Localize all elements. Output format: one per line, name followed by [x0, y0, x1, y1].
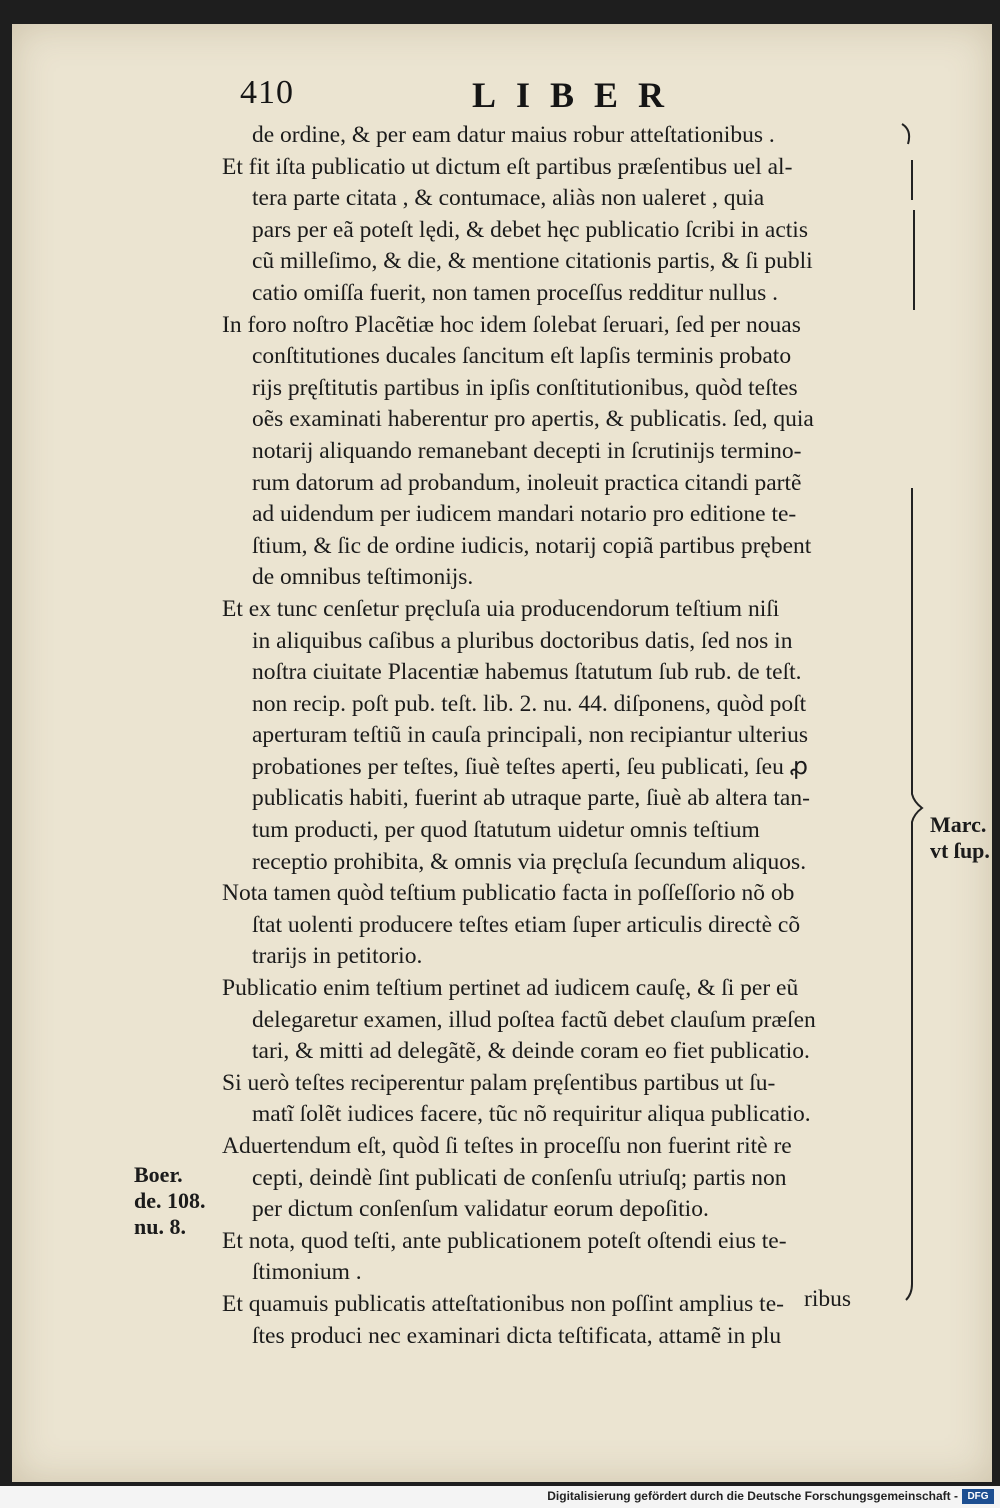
- text-line: Et nota, quod teſti, ante publicationem poteſt oſtendi eius te-: [222, 1227, 787, 1254]
- text-line: non recip. poſt pub. teſt. lib. 2. nu. 44. diſponens, quòd poſt: [252, 690, 807, 717]
- text-line: publicatis habiti, fuerint ab utraque parte, ſiuè ab altera tan-: [252, 785, 810, 812]
- text-line: conſtitutiones ducales ſancitum eſt lapſis terminis probato: [252, 343, 792, 370]
- margin-note-line: nu. 8.: [134, 1214, 186, 1239]
- text-line: matĩ ſolẽt iudices facere, tũc nõ requiritur aliqua publicatio.: [252, 1101, 811, 1128]
- text-line: rum datorum ad probandum, inoleuit practica citandi partẽ: [252, 469, 802, 496]
- text-line: pars per eã poteſt lędi, & debet hęc publicatio ſcribi in actis: [252, 216, 808, 243]
- text-line: Et quamuis publicatis atteſtationibus non poſſint amplius te-: [222, 1290, 784, 1317]
- text-line: receptio prohibita, & omnis via pręcluſa ſecundum aliquos.: [252, 848, 807, 875]
- footer-credit: Digitalisierung gefördert durch die Deutsche Forschungsgemeinschaft -: [547, 1489, 958, 1503]
- text-line: cepti, deindè ſint publicati de conſenſu utriuſq; partis non: [252, 1164, 787, 1191]
- page-number: 410: [240, 74, 294, 111]
- margin-note-boer: [134, 1162, 206, 1240]
- dfg-logo-icon: DFG: [962, 1489, 994, 1504]
- text-line: cũ milleſimo, & die, & mentione citationis partis, & ſi publi: [252, 248, 813, 275]
- text-line: per dictum conſenſum validatur eorum depoſitio.: [252, 1196, 709, 1223]
- footer-bar: [0, 1486, 1000, 1508]
- margin-bracket-lower: [900, 484, 930, 1304]
- text-line: tum producti, per quod ſtatutum uidetur omnis teſtium: [252, 817, 760, 844]
- margin-bracket-upper: [898, 120, 928, 320]
- margin-note-marc: [930, 812, 990, 864]
- text-line: ſtat uolenti producere teſtes etiam ſuper articulis directè cõ: [252, 911, 801, 938]
- text-line: oẽs examinati haberentur pro apertis, & publicatis. ſed, quia: [252, 406, 814, 433]
- text-line: ſtium, & ſic de ordine iudicis, notarij copiã partibus prębent: [252, 532, 812, 559]
- text-line: Et fit iſta publicatio ut dictum eſt partibus præſentibus uel al-: [222, 153, 793, 180]
- text-line: aperturam teſtiũ in cauſa principali, non recipiantur ulterius: [252, 722, 808, 749]
- text-line: Publicatio enim teſtium pertinet ad iudicem cauſę, & ſi per eũ: [222, 975, 799, 1002]
- text-line: probationes per teſtes, ſiuè teſtes aperti, ſeu publicati, ſeu ꝓ: [252, 753, 808, 780]
- text-line: Aduertendum eſt, quòd ſi teſtes in proceſſu non fuerint ritè re: [222, 1133, 792, 1159]
- main-text-block: [222, 120, 912, 1352]
- text-line: tari, & mitti ad delegãtẽ, & deinde coram eo fiet publicatio.: [252, 1038, 810, 1065]
- text-line: in aliquibus caſibus a pluribus doctoribus datis, ſed nos in: [252, 627, 793, 654]
- page-header: [12, 74, 992, 124]
- text-line: Nota tamen quòd teſtium publicatio facta in poſſeſſorio nõ ob: [222, 880, 795, 907]
- text-line: Et ex tunc cenſetur pręcluſa uia producendorum teſtium niſi: [222, 595, 780, 622]
- catchword: ribus: [804, 1286, 851, 1312]
- text-line: ad uidendum per iudicem mandari notario pro editione te-: [252, 501, 797, 528]
- text-line: Si uerò teſtes reciperentur palam pręſentibus partibus ut ſu-: [222, 1069, 776, 1096]
- text-line: noſtra ciuitate Placentiæ habemus ſtatutum ſub rub. de teſt.: [252, 659, 802, 686]
- text-line: de omnibus teſtimonijs.: [252, 564, 474, 591]
- text-line: rijs pręſtitutis partibus in ipſis conſtitutionibus, quòd teſtes: [252, 374, 798, 401]
- text-line: ſtes produci nec examinari dicta teſtificata, attamẽ in plu: [252, 1322, 782, 1349]
- book-page: [12, 24, 992, 1482]
- text-line: tera parte citata , & contumace, aliàs non ualeret , quia: [252, 185, 765, 212]
- margin-note-line: Boer.: [134, 1162, 183, 1187]
- text-line: de ordine, & per eam datur maius robur atteſtationibus .: [252, 122, 775, 148]
- text-line: trarijs in petitorio.: [252, 943, 423, 970]
- margin-note-line: de. 108.: [134, 1188, 206, 1213]
- text-line: catio omiſſa fuerit, non tamen proceſſus redditur nullus .: [252, 279, 779, 306]
- text-line: delegaretur examen, illud poſtea factũ debet clauſum præſen: [252, 1006, 816, 1033]
- margin-note-line: Marc.: [930, 812, 987, 837]
- text-line: In foro noſtro Placẽtiæ hoc idem ſolebat ſeruari, ſed per nouas: [222, 311, 801, 338]
- text-line: notarij aliquando remanebant decepti in ſcrutinijs termino-: [252, 437, 802, 464]
- running-head: LIBER: [472, 75, 685, 115]
- margin-note-line: vt ſup.: [930, 838, 990, 863]
- text-line: ſtimonium .: [252, 1259, 362, 1286]
